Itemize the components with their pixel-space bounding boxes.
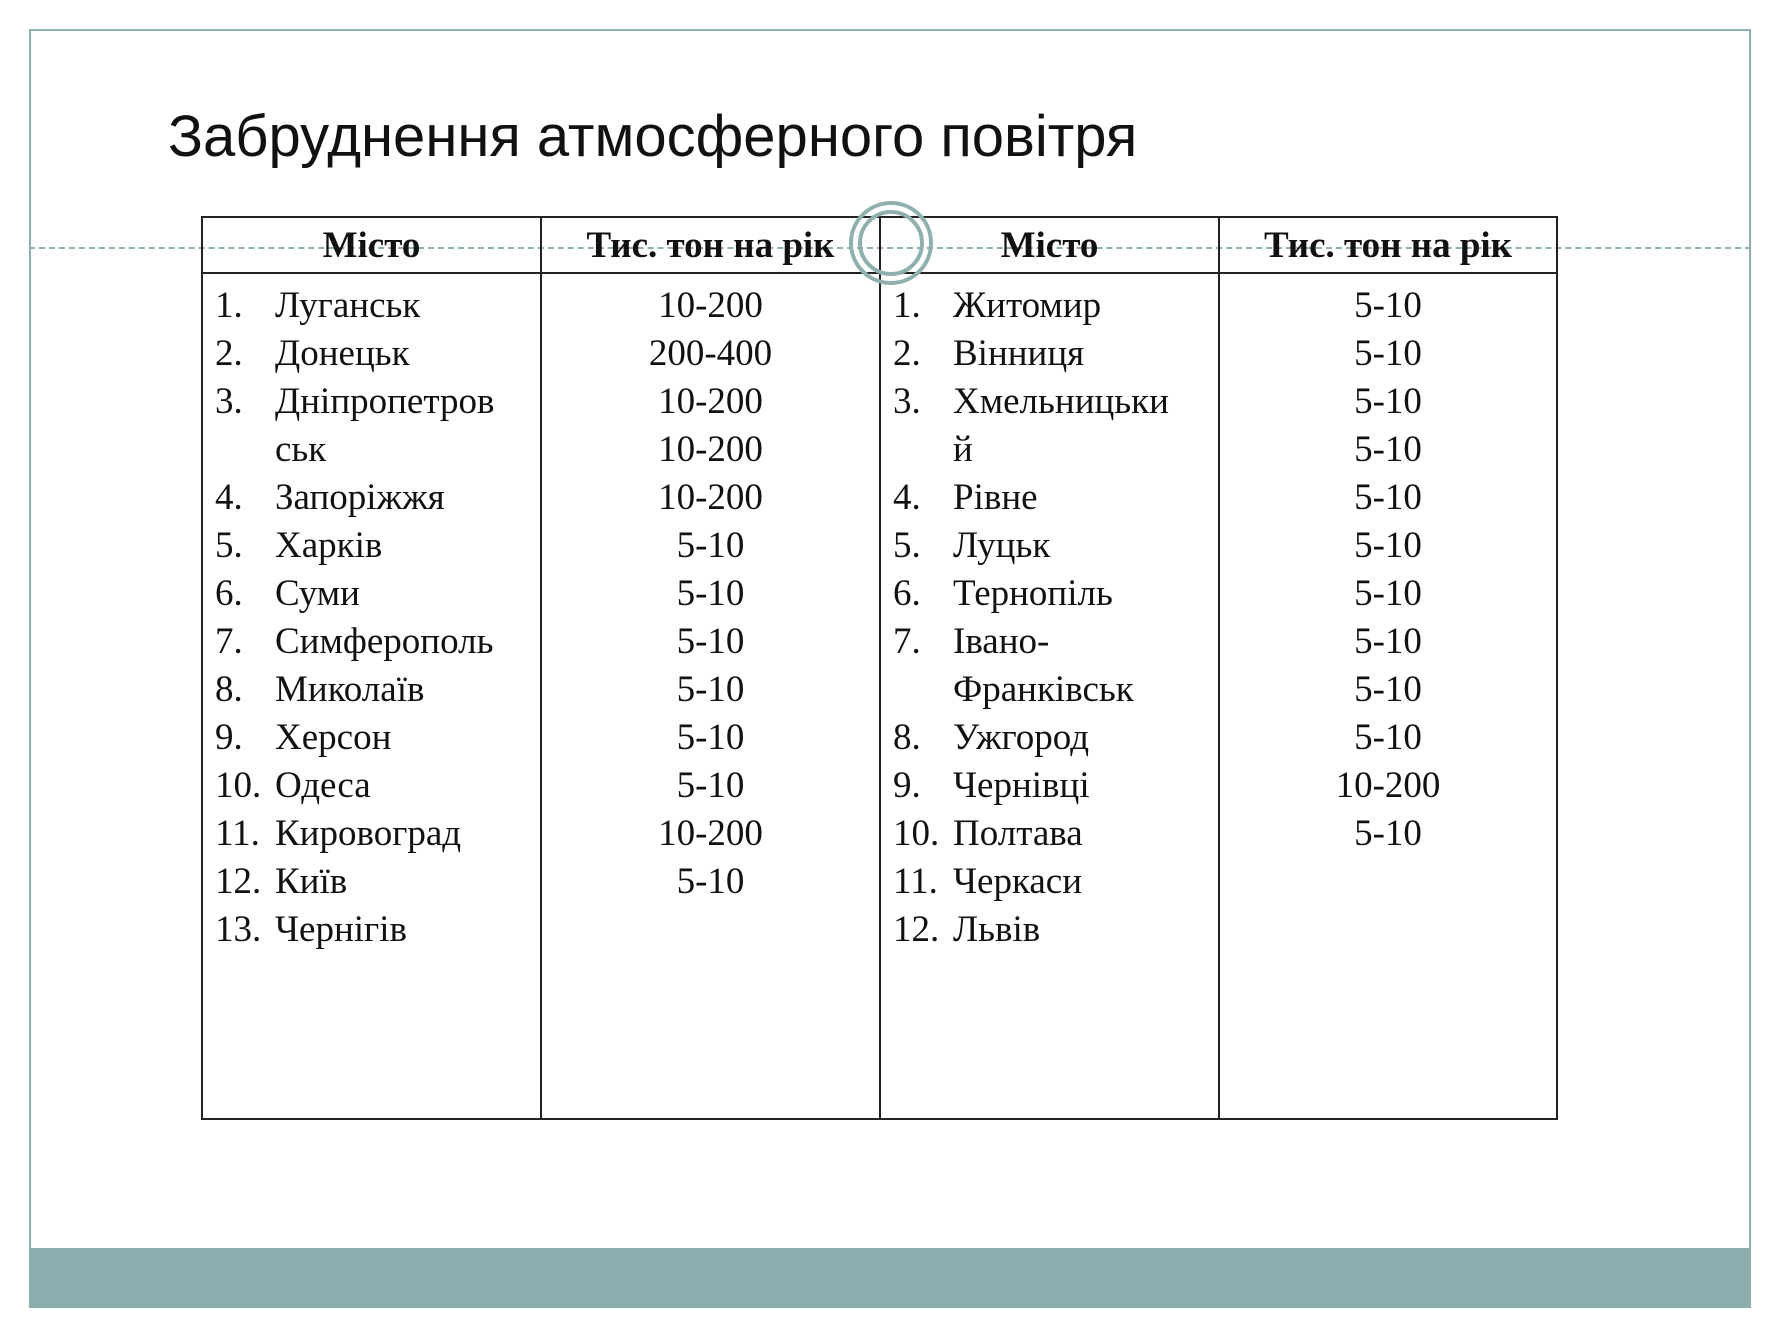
city-number: 6.	[893, 573, 921, 614]
header-tons-left: Тис. тон на рік	[541, 217, 880, 273]
city-name: Полтава	[953, 813, 1083, 854]
emission-value: 5-10	[676, 525, 745, 566]
city-number: 13.	[215, 909, 262, 950]
city-number: 1.	[215, 285, 243, 326]
city-name: Кировоград	[275, 813, 462, 854]
city-name: Чернівці	[953, 765, 1090, 806]
city-name: Хмельницьки	[953, 381, 1169, 422]
city-list-item	[215, 282, 540, 330]
city-list-item	[893, 426, 1218, 474]
city-name: Рівне	[953, 477, 1038, 518]
city-number: 4.	[893, 477, 921, 518]
emission-value: 5-10	[1354, 477, 1422, 518]
city-number: 9.	[893, 765, 921, 806]
city-name: Львів	[953, 909, 1041, 950]
city-number: 8.	[893, 717, 921, 758]
emission-value: 5-10	[676, 669, 745, 710]
city-number: 7.	[893, 621, 921, 662]
city-list-item	[893, 858, 1218, 906]
emission-value: 5-10	[676, 765, 745, 806]
city-number: 9.	[215, 717, 243, 758]
city-name: Луганськ	[275, 285, 421, 326]
right-city-cell	[880, 273, 1219, 1119]
emission-value: 5-10	[1354, 813, 1422, 854]
city-list-item	[215, 330, 540, 378]
city-list-item	[215, 570, 540, 618]
city-name: Херсон	[275, 717, 392, 758]
emission-value: 10-200	[658, 429, 763, 470]
city-name: ськ	[275, 429, 327, 470]
emission-value: 10-200	[1335, 765, 1441, 806]
city-list-item	[893, 282, 1218, 330]
city-list-item	[215, 858, 540, 906]
city-list-item	[215, 522, 540, 570]
left-city-cell	[202, 273, 541, 1119]
city-list-item	[893, 570, 1218, 618]
city-number: 2.	[215, 333, 243, 374]
city-list-item	[215, 618, 540, 666]
city-list-item	[893, 906, 1218, 954]
city-list-item	[215, 810, 540, 858]
right-city-list	[881, 274, 1218, 954]
city-name: Донецьк	[275, 333, 410, 374]
city-number: 7.	[215, 621, 243, 662]
city-name: Ужгород	[953, 717, 1090, 758]
emission-value: 5-10	[1354, 429, 1422, 470]
city-list-item	[215, 474, 540, 522]
city-name: Суми	[275, 573, 360, 614]
city-number: 11.	[893, 861, 938, 902]
city-list-item	[893, 474, 1218, 522]
city-list-item	[893, 522, 1218, 570]
emission-value: 5-10	[1354, 573, 1422, 614]
city-number: 8.	[215, 669, 243, 710]
city-list-item	[893, 618, 1218, 666]
emission-value: 200-400	[648, 333, 773, 374]
right-value-list	[1220, 274, 1556, 858]
circle-ornament	[849, 201, 933, 285]
city-number	[215, 426, 275, 474]
city-name: Харків	[275, 525, 383, 566]
city-number: 11.	[215, 813, 260, 854]
header-city-right: Місто	[880, 217, 1219, 273]
emission-value: 10-200	[658, 285, 763, 326]
right-value-cell	[1219, 273, 1557, 1119]
emission-value: 5-10	[1354, 621, 1422, 662]
city-name: Франківськ	[953, 669, 1134, 710]
city-name: Житомир	[953, 285, 1102, 326]
city-name: Дніпропетров	[275, 381, 495, 422]
city-list-item	[893, 714, 1218, 762]
city-number: 5.	[215, 525, 243, 566]
emission-value: 5-10	[676, 621, 745, 662]
city-list-item	[215, 762, 540, 810]
city-number: 6.	[215, 573, 243, 614]
emission-value: 5-10	[1354, 669, 1422, 710]
city-number: 5.	[893, 525, 921, 566]
footer-bar	[29, 1248, 1751, 1308]
city-name: Вінниця	[953, 333, 1085, 374]
city-name: й	[953, 429, 973, 470]
city-list-item	[893, 810, 1218, 858]
emission-value: 5-10	[676, 573, 745, 614]
city-name: Київ	[275, 861, 348, 902]
city-number: 12.	[893, 909, 940, 950]
city-number	[893, 426, 953, 474]
city-number: 1.	[893, 285, 921, 326]
emission-value: 5-10	[1354, 717, 1422, 758]
city-list-item	[893, 330, 1218, 378]
city-number: 10.	[215, 765, 262, 806]
city-number	[893, 666, 953, 714]
header-city-left: Місто	[202, 217, 541, 273]
table-body-row	[202, 273, 1557, 1119]
city-number: 3.	[893, 381, 921, 422]
city-name: Тернопіль	[953, 573, 1113, 614]
left-value-cell	[541, 273, 880, 1119]
pollution-table	[201, 216, 1558, 1120]
emission-value: 10-200	[658, 477, 763, 518]
slide-title: Забруднення атмосферного повітря	[168, 104, 1138, 169]
city-list-item	[215, 906, 540, 954]
emission-value: 5-10	[1354, 381, 1422, 422]
city-list-item	[215, 378, 540, 426]
city-list-item	[893, 666, 1218, 714]
city-list-item	[215, 666, 540, 714]
city-name: Одеса	[275, 765, 371, 806]
left-value-list	[542, 274, 879, 906]
city-name: Луцьк	[953, 525, 1051, 566]
city-number: 3.	[215, 381, 243, 422]
city-name: Чернігів	[275, 909, 407, 950]
emission-value: 5-10	[676, 717, 745, 758]
emission-value: 5-10	[1354, 525, 1422, 566]
emission-value: 5-10	[1354, 333, 1422, 374]
city-list-item	[893, 762, 1218, 810]
city-name: Запоріжжя	[275, 477, 445, 518]
header-tons-right: Тис. тон на рік	[1219, 217, 1557, 273]
city-name: Симферополь	[275, 621, 494, 662]
city-number: 12.	[215, 861, 262, 902]
city-name: Івано-	[953, 621, 1050, 662]
city-number: 4.	[215, 477, 243, 518]
city-list-item	[893, 378, 1218, 426]
city-number: 10.	[893, 813, 940, 854]
left-city-list	[203, 274, 540, 954]
city-list-item	[215, 426, 540, 474]
city-list-item	[215, 714, 540, 762]
emission-value: 5-10	[1354, 285, 1422, 326]
city-number: 2.	[893, 333, 921, 374]
emission-value: 5-10	[676, 861, 745, 902]
city-name: Миколаїв	[275, 669, 425, 710]
emission-value: 10-200	[658, 381, 763, 422]
emission-value: 10-200	[658, 813, 763, 854]
city-name: Черкаси	[953, 861, 1083, 902]
